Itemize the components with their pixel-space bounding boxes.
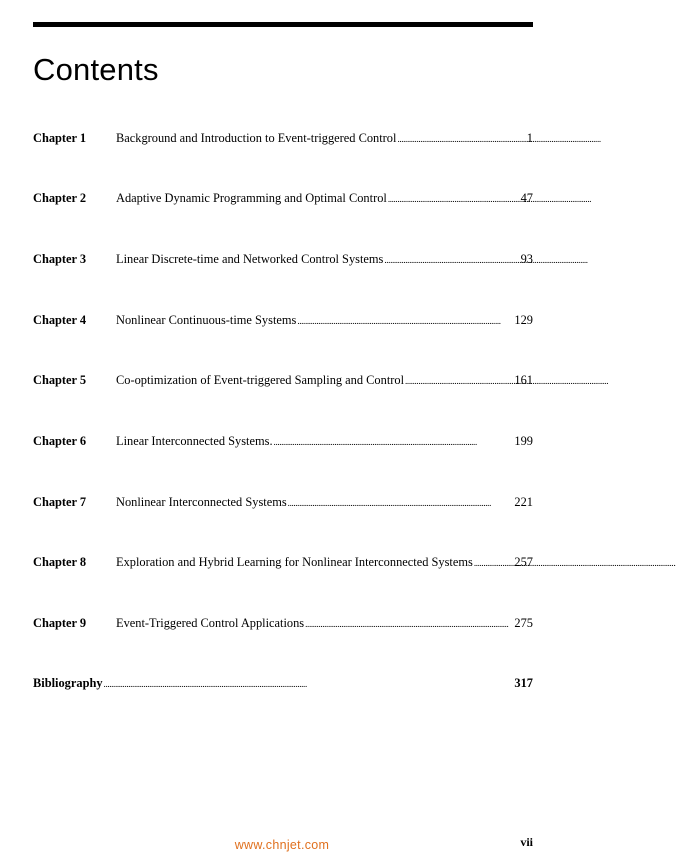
dot-leader	[288, 494, 513, 512]
dot-leader	[397, 130, 524, 148]
toc-entry-chapter-5[interactable]	[33, 371, 533, 389]
watermark-url: www.chnjet.com	[234, 838, 330, 852]
chapter-title[interactable]: Nonlinear Continuous-time Systems	[116, 313, 297, 327]
chapter-label: Chapter 1	[33, 131, 87, 145]
chapter-page-number[interactable]: 129	[514, 313, 533, 327]
chapter-page-number[interactable]: 47	[520, 191, 533, 205]
chapter-label: Chapter 3	[33, 252, 87, 266]
top-rule	[33, 22, 533, 27]
chapter-title[interactable]: Background and Introduction to Event-triggered Control	[116, 131, 397, 145]
chapter-page-number[interactable]: 199	[514, 434, 533, 448]
toc-entry-chapter-6[interactable]	[33, 432, 533, 450]
dot-leader	[104, 675, 513, 693]
toc-entry-chapter-7[interactable]	[33, 493, 533, 511]
chapter-label: Chapter 7	[33, 495, 87, 509]
toc-entry-chapter-1[interactable]	[33, 129, 533, 147]
chapter-label: Chapter 8	[33, 555, 87, 569]
toc-entry-chapter-4[interactable]	[33, 311, 533, 329]
chapter-page-number[interactable]: 275	[514, 616, 533, 630]
chapter-page-number[interactable]: 161	[514, 373, 533, 387]
chapter-page-number[interactable]: 93	[520, 252, 533, 266]
dot-leader	[274, 433, 513, 451]
chapter-title[interactable]: Nonlinear Interconnected Systems	[116, 495, 287, 509]
toc-entry-chapter-8[interactable]	[33, 553, 533, 571]
chapter-title[interactable]: Linear Discrete-time and Networked Control Systems	[116, 252, 384, 266]
dot-leader	[474, 554, 513, 572]
dot-leader	[405, 372, 512, 390]
chapter-label: Chapter 2	[33, 191, 87, 205]
toc-entry-bibliography[interactable]	[33, 674, 533, 692]
bibliography-page-number[interactable]: 317	[514, 676, 533, 690]
chapter-title[interactable]: Exploration and Hybrid Learning for Nonlinear Interconnected Systems	[116, 555, 473, 569]
chapter-label: Chapter 6	[33, 434, 87, 448]
chapter-title[interactable]: Event-Triggered Control Applications	[116, 616, 305, 630]
chapter-title[interactable]: Co-optimization of Event-triggered Sampling and Control	[116, 373, 405, 387]
toc-entry-chapter-2[interactable]	[33, 189, 533, 207]
chapter-page-number[interactable]: 221	[514, 495, 533, 509]
page-folio: vii	[520, 835, 533, 849]
chapter-label: Chapter 5	[33, 373, 87, 387]
toc-entry-chapter-9[interactable]	[33, 614, 533, 632]
dot-leader	[384, 251, 518, 269]
dot-leader	[297, 312, 512, 330]
chapter-title[interactable]: Linear Interconnected Systems.	[116, 434, 273, 448]
page-title: Contents	[33, 52, 159, 87]
chapter-title[interactable]: Adaptive Dynamic Programming and Optimal Control	[116, 191, 387, 205]
chapter-label: Chapter 4	[33, 313, 87, 327]
dot-leader	[305, 615, 512, 633]
bibliography-label[interactable]: Bibliography	[33, 676, 103, 690]
dot-leader	[388, 190, 519, 208]
chapter-page-number[interactable]: 1	[526, 131, 533, 145]
toc-entry-chapter-3[interactable]	[33, 250, 533, 268]
chapter-label: Chapter 9	[33, 616, 87, 630]
chapter-page-number[interactable]: 257	[514, 555, 533, 569]
